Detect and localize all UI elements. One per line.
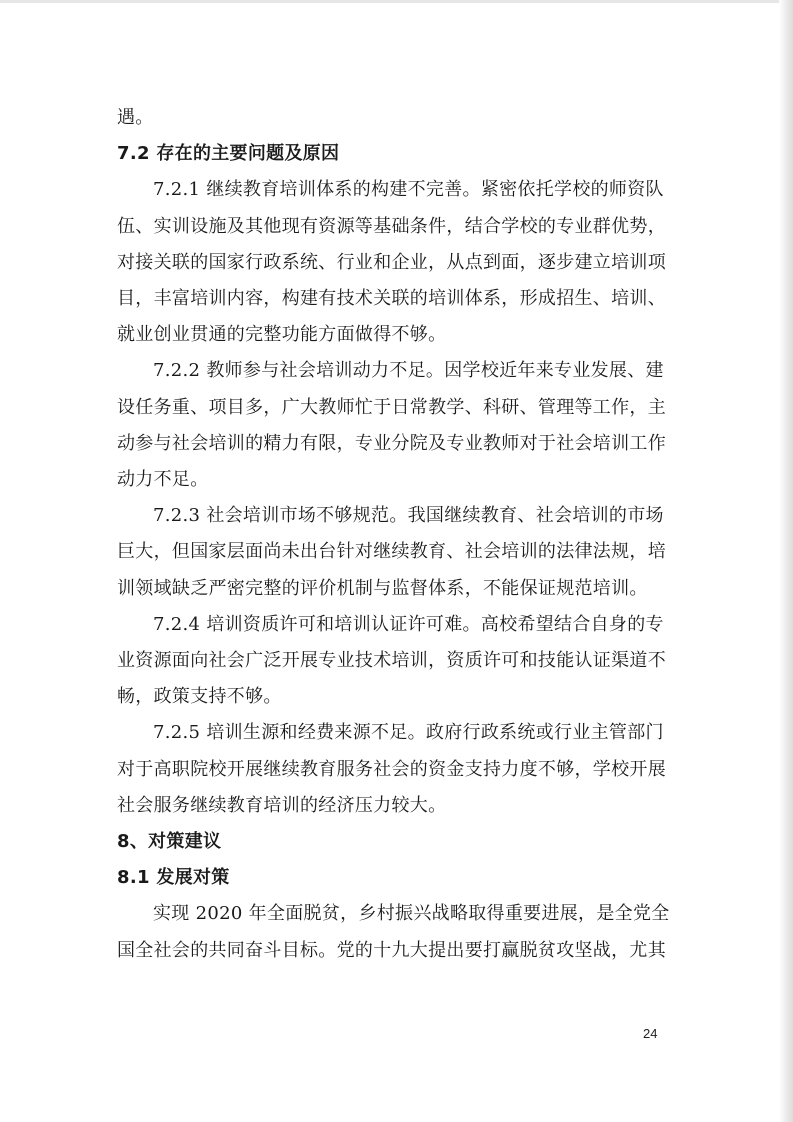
scan-top-edge <box>0 0 793 3</box>
section-heading-7-2: 7.2 存在的主要问题及原因 <box>117 143 340 165</box>
paragraph-7-2-3: 7.2.3 社会培训市场不够规范。我国继续教育、社会培训的市场巨大，但国家层面尚未出台针对继续教育、社会培训的法律法规，培训领域缺乏严密完整的评价机制与监督体系，不能保证规范培训。 <box>117 505 666 599</box>
paragraph-7-2-5: 7.2.5 培训生源和经费来源不足。政府行政系统或行业主管部门对于高职院校开展继续教育服务社会的资金支持力度不够，学校开展社会服务继续教育培训的经济压力较大。 <box>117 722 666 816</box>
paragraph-7-2-4: 7.2.4 培训资质许可和培训认证许可难。高校希望结合自身的专业资源面向社会广泛开展专业技术培训，资质许可和技能认证渠道不畅，政策支持不够。 <box>117 613 666 708</box>
paragraph-7-2-1: 7.2.1 继续教育培训体系的构建不完善。紧密依托学校的师资队伍、实训设施及其他现有资源等基础条件，结合学校的专业群优势，对接关联的国家行政系统、行业和企业，从点到面，逐步建立培训项目，丰富培训内容，构建有技术关联的培训体系，形成招生、培训、就业创业贯通的完整功能方面做得不够。 <box>117 179 666 346</box>
body-text <box>117 100 677 969</box>
page-number: 24 <box>643 1026 658 1041</box>
paragraph-7-2-2: 7.2.2 教师参与社会培训动力不足。因学校近年来专业发展、建设任务重、项目多，广大教师忙于日常教学、科研、管理等工作，主动参与社会培训的精力有限，专业分院及专业教师对于社会培训工作动力不足。 <box>117 360 666 491</box>
section-heading-8: 8、对策建议 <box>117 831 222 853</box>
section-heading-8-1: 8.1 发展对策 <box>117 867 230 889</box>
scan-right-edge <box>779 0 793 1122</box>
paragraph-continuation: 遇。 <box>117 107 154 128</box>
paragraph-8-1-intro: 实现 2020 年全面脱贫，乡村振兴战略取得重要进展，是全党全国全社会的共同奋斗目标。党的十九大提出要打赢脱贫攻坚战，尤其 <box>117 903 670 961</box>
